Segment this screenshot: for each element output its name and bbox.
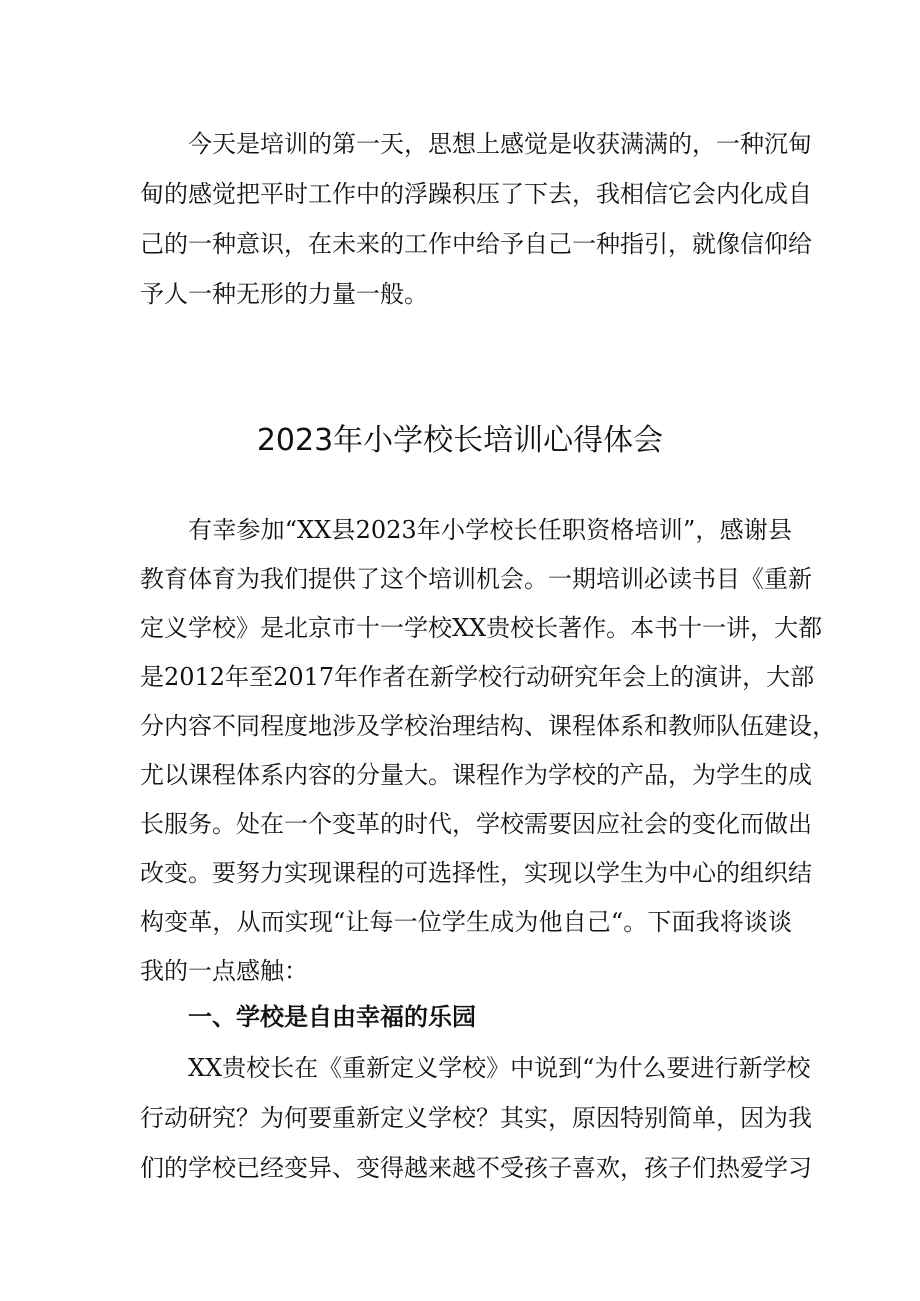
main-line-9: 构变革，从而实现“让每一位学生成为他自己“。下面我将谈谈 [140,908,792,936]
section-heading: 一、学校是自由幸福的乐园 [188,1003,476,1031]
section-line-2: 行动研究？为何要重新定义学校？其实，原因特别简单，因为我 [140,1104,812,1132]
main-line-6: 尤以课程体系内容的分量大。课程作为学校的产品，为学生的成 [140,761,812,789]
intro-line-3: 己的一种意识，在未来的工作中给予自己一种指引，就像信仰给 [140,230,812,258]
section-line-1: XX贵校长在《重新定义学校》中说到“为什么要进行新学校 [188,1054,811,1082]
main-line-8: 改变。要努力实现课程的可选择性，实现以学生为中心的组织结 [140,859,812,887]
intro-line-2: 甸的感觉把平时工作中的浮躁积压了下去，我相信它会内化成自 [140,180,812,208]
main-line-10: 我的一点感触： [140,957,308,985]
main-line-1: 有幸参加“XX县2023年小学校长任职资格培训”，感谢县 [188,516,792,544]
main-line-5: 分内容不同程度地涉及学校治理结构、课程体系和教师队伍建设， [140,712,836,740]
main-line-7: 长服务。处在一个变革的时代，学校需要因应社会的变化而做出 [140,810,812,838]
intro-line-4: 予人一种无形的力量一般。 [140,280,428,308]
document-title: 2023年小学校长培训心得体会 [256,423,664,458]
section-line-3: 们的学校已经变异、变得越来越不受孩子喜欢，孩子们热爱学习 [140,1154,812,1182]
intro-line-1: 今天是培训的第一天，思想上感觉是收获满满的，一种沉甸 [188,130,812,158]
main-line-4: 是2012年至2017年作者在新学校行动研究年会上的演讲，大部 [140,663,815,691]
main-line-3: 定义学校》是北京市十一学校XX贵校长著作。本书十一讲，大都 [140,614,823,642]
main-line-2: 教育体育为我们提供了这个培训机会。一期培训必读书目《重新 [140,565,812,593]
